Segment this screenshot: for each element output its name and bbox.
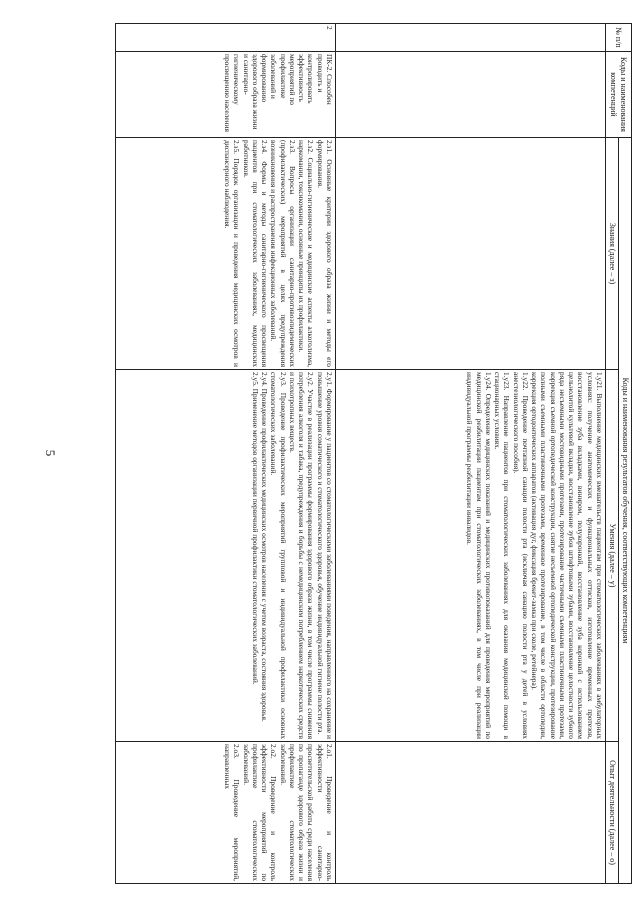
row2-experience	[116, 742, 336, 884]
row2-knowledge	[116, 138, 336, 370]
skill-item: 1.у21. Выполнение медицинских вмешательств пациентам при стоматологических заболеваниях в амбулаторных условиях: получение анатомических и функциональных оттисков, изготовление временных протезов, восстановление зуба вкладками, виниром, полукоронкой, восстановление зуба коронкой с использованием цельнолитой культевой вкладки, восстановление зубов штифтовыми зубами, восстановление целостности зубного ряда несъемными мостовидными протезами, протезирование частичными съемными пластиночными протезами, коррекция съемной ортопедической конструкции, снятие несъемной ортопедической конструкции, протезирование полными съемными пластиночными протезами, временное протезирование, в том числе в области ортопедии, коррекция ортодонтических аппаратов (активация дуг, фиксация брекет-замка при сколе, ретейнера).	[530, 372, 604, 739]
header-skills: Умения (далее – у)	[606, 370, 619, 742]
knowledge-item: 2.з2. Социально-гигиенические и медицинские аспекты алкоголизма, наркомании, токсикомании, основные принципы их профилактики.	[297, 140, 316, 367]
page-number: 5	[43, 449, 58, 457]
rotated-table-sheet	[72, 23, 632, 883]
experience-item: 2.о2. Проведение и контроль эффективности мероприятий по профилактике стоматологических заболеваний.	[241, 744, 279, 882]
skill-item: 2.у2. Участие в реализации программы формирования здорового образа жизни, в том числе программы снижения потребления алкоголя и табака, предупреждения и борьбы с немедицинским потреблением наркотических средств и психотропных веществ.	[288, 372, 316, 739]
knowledge-item: 2.з1. Основные критерии здорового образа жизни и методы его формирования.	[315, 140, 334, 367]
knowledge-item: 2.з3. Вопросы организации санитарно-противоэпидемических (профилактических) мероприятий в целях предупреждения возникновения и распространения инфекционных заболеваний.	[269, 140, 297, 367]
experience-item: 2.о3. Проведение мероприятий, направленных	[223, 744, 242, 882]
row1-experience	[336, 742, 606, 884]
skill-item: 2.у3. Проведение профилактических мероприятий групповой и индивидуальной профилактики основных стоматологических заболеваний.	[269, 372, 288, 739]
row2-num: 2	[116, 24, 336, 52]
skill-item: 2.у1. Формирование у пациентов со стоматологическими заболеваниями поведения, направленного на сохранение и повышение уровня соматического и стоматологического здоровья, обучение индивидуальной гигиене полости рта.	[315, 372, 334, 739]
row1-skills	[336, 370, 606, 742]
row1-code	[336, 52, 606, 138]
header-knowledge: Знания (далее – з)	[606, 138, 619, 370]
skill-item: 2.у4. Проведение профилактических медицинских осмотров населения с учетом возраста, состояния здоровья.	[260, 372, 270, 722]
skill-item: 2.у5. Применение методов организации первичной профилактики стоматологических заболеваний.	[251, 372, 260, 685]
knowledge-item: 2.з4. Формы и методы санитарно-гигиенического просвещения пациентов при стоматологических заболеваниях, медицинских работников.	[241, 140, 270, 367]
experience-item: 2.о1. Проведение и контроль эффективности санитарно-просветительской работы среди населения по пропаганде здорового образа жизни и профилактике стоматологических заболеваний.	[278, 744, 334, 882]
row1-knowledge	[336, 138, 606, 370]
row2-skills	[116, 370, 336, 742]
skill-item: 1.у22. Проведение почтапной санации полости рта (исключая санацию полости рта у детей в условиях анестезиологического пособия).	[511, 372, 530, 739]
table-row	[116, 24, 336, 884]
skill-item: 1.у24. Определение медицинских показаний и медицинских противопоказаний для проведения мероприятий по медицинской реабилитации пациентам при стоматологических заболеваниях, в том числе при реализации индивидуальной программы реабилитации инвалидов.	[465, 372, 493, 739]
header-experience: Опыт деятельности (далее – о)	[606, 742, 619, 884]
header-codes: Коды и наименования компетенций	[606, 52, 632, 138]
row1-num	[336, 24, 606, 52]
header-num: № п/п	[606, 24, 632, 52]
row2-code: ПК-2. Способен проводить и контролировать эффективность мероприятий по профилактике заболеваний и формированию здорового образа жизни и санитарно-гигиеническому просвещению населения	[116, 52, 336, 138]
knowledge-item: 2.з5. Порядок организации и проведения медицинских осмотров и диспансерного наблюдения.	[223, 140, 242, 367]
competency-table	[115, 23, 632, 884]
skill-item: 1.у23. Направление пациентов при стоматологических заболеваниях для оказания медицинской помощи в стационарных условиях.	[493, 372, 512, 739]
table-row	[336, 24, 606, 884]
header-results: Коды и наименования результатов обучения, соответствующих компетенциям	[619, 138, 632, 884]
